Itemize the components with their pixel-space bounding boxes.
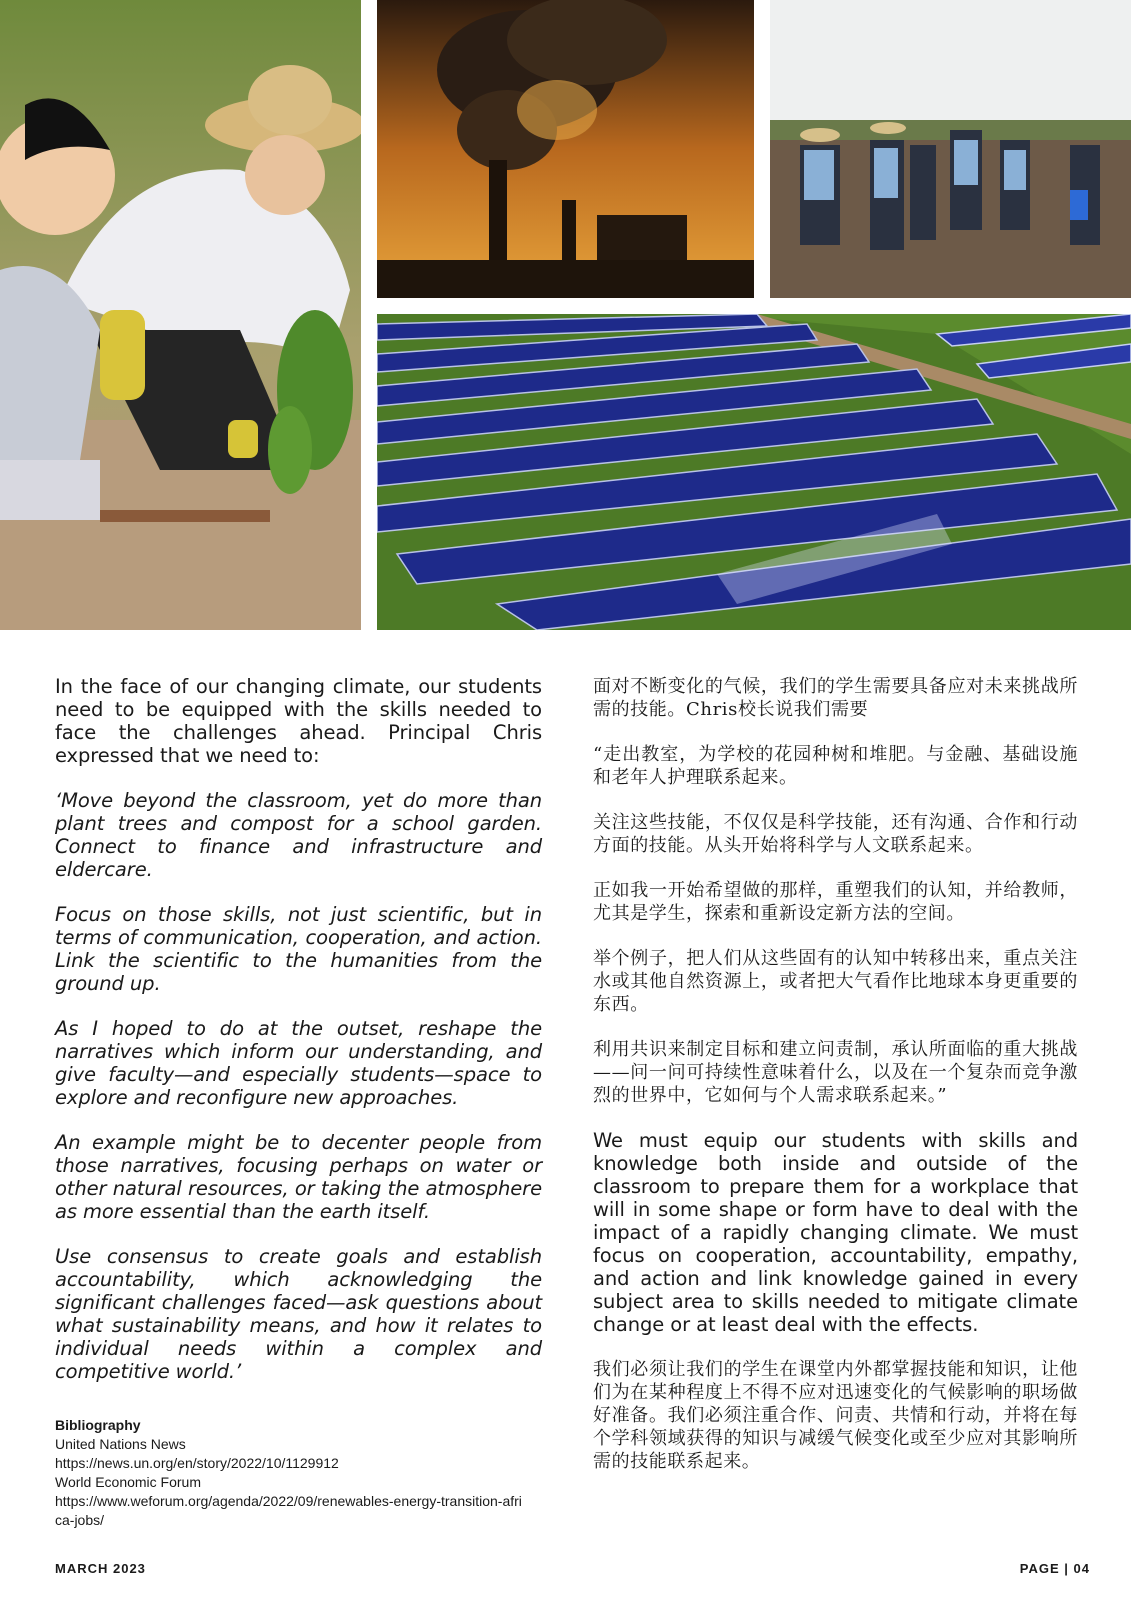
chinese-paragraph-3: 关注这些技能，不仅仅是科学技能，还有沟通、合作和行动方面的技能。从头开始将科学与人文联系起来。 bbox=[593, 812, 1078, 856]
bibliography-link-wef[interactable]: https://www.weforum.org/agenda/2022/09/renewables-energy-transition-africa-jobs/ bbox=[55, 1493, 522, 1528]
bibliography-source-wef: World Economic Forum bbox=[55, 1474, 202, 1490]
page-number: PAGE | 04 bbox=[1019, 1561, 1090, 1576]
quote-paragraph-3: As I hoped to do at the outset, reshape the narratives which inform our understanding, and give faculty—and especially students—space to explore and reconfigure new approaches. bbox=[55, 1017, 542, 1109]
intro-paragraph: In the face of our changing climate, our students need to be equipped with the skills needed to face the challenges ahead. Principal Chris expressed that we need to: bbox=[55, 675, 542, 767]
chinese-conclusion-paragraph: 我们必须让我们的学生在课堂内外都掌握技能和知识，让他们为在某种程度上不得不应对迅速变化的气候影响的职场做好准备。我们必须注重合作、问责、共情和行动，并将在每个学科领域获得的知识与减缓气候变化或至少应对其影响所需的技能联系起来。 bbox=[593, 1359, 1078, 1472]
students-in-field-photo bbox=[770, 0, 1131, 298]
bibliography bbox=[55, 1416, 525, 1530]
footer-date: MARCH 2023 bbox=[55, 1561, 146, 1576]
bibliography-link-un[interactable]: https://news.un.org/en/story/2022/10/1129912 bbox=[55, 1455, 339, 1471]
chinese-paragraph-4: 正如我一开始希望做的那样，重塑我们的认知，并给教师，尤其是学生，探索和重新设定新方法的空间。 bbox=[593, 880, 1078, 924]
bibliography-source-un: United Nations News bbox=[55, 1436, 186, 1452]
bibliography-title: Bibliography bbox=[55, 1417, 141, 1433]
chinese-paragraph-1: 面对不断变化的气候，我们的学生需要具备应对未来挑战所需的技能。Chris校长说我们需要 bbox=[593, 676, 1078, 720]
chinese-paragraph-6: 利用共识来制定目标和建立问责制，承认所面临的重大挑战——问一问可持续性意味着什么，以及在一个复杂而竞争激烈的世界中，它如何与个人需求联系起来。” bbox=[593, 1039, 1078, 1106]
quote-paragraph-2: Focus on those skills, not just scientific, but in terms of communication, cooperation, and action. Link the scientific to the humanities from the ground up. bbox=[55, 903, 542, 995]
chinese-paragraph-5: 举个例子，把人们从这些固有的认知中转移出来，重点关注水或其他自然资源上，或者把大气看作比地球本身更重要的东西。 bbox=[593, 948, 1078, 1015]
chinese-paragraph-2: “走出教室，为学校的花园种树和堆肥。与金融、基础设施和老年人护理联系起来。 bbox=[593, 744, 1078, 788]
factory-smokestack-photo bbox=[377, 0, 754, 298]
right-column bbox=[593, 675, 1078, 1495]
left-column bbox=[55, 675, 542, 1405]
students-planting-photo bbox=[0, 0, 361, 630]
quote-paragraph-1: ‘Move beyond the classroom, yet do more than plant trees and compost for a school garden. Connect to finance and infrastructure and eldercare. bbox=[55, 789, 542, 881]
quote-paragraph-5: Use consensus to create goals and establish accountability, which acknowledging the significant challenges faced—ask questions about what sustainability means, and how it relates to individual needs within a complex and competitive world.’ bbox=[55, 1245, 542, 1383]
conclusion-paragraph: We must equip our students with skills and knowledge both inside and outside of the classroom to prepare them for a workplace that will in some shape or form have to deal with the impact of a rapidly changing climate. We must focus on cooperation, accountability, empathy, and action and link knowledge gained in every subject area to skills needed to mitigate climate change or at least deal with the effects. bbox=[593, 1129, 1078, 1336]
solar-farm-photo bbox=[377, 314, 1131, 630]
quote-paragraph-4: An example might be to decenter people from those narratives, focusing perhaps on water or other natural resources, or taking the atmosphere as more essential than the earth itself. bbox=[55, 1131, 542, 1223]
